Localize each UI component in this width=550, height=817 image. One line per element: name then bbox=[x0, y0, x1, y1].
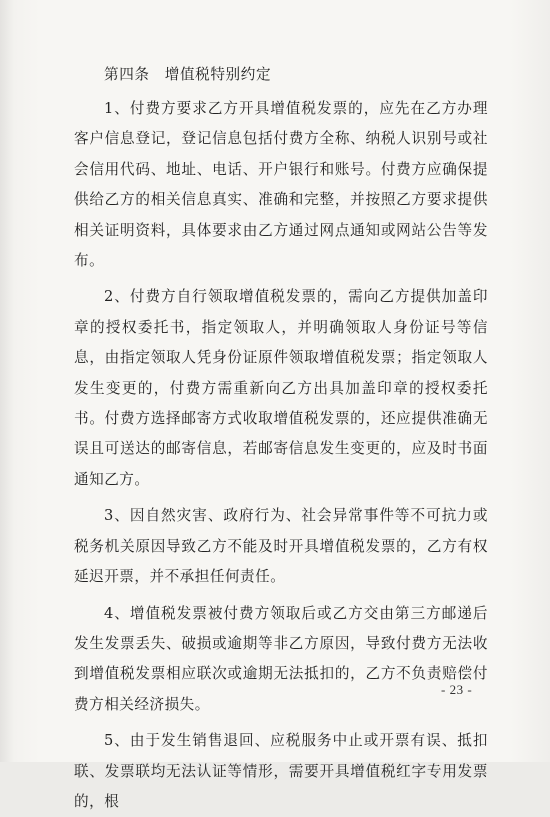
article-title: 第四条 增值税特别约定 bbox=[104, 66, 272, 83]
paragraph-2: 2、付费方自行领取增值税发票的，需向乙方提供加盖印章的授权委托书，指定领取人，并明确领取人身份证号等信息，由指定领取人凭身份证原件领取增值税发票；指定领取人发生变更的，付费方需重新向乙方出具加盖印章的授权委托书。付费方选择邮寄方式收取增值税发票的，还应提供准确无误且可送达的邮寄信息，若邮寄信息发生变更的，应及时书面通知乙方。 bbox=[74, 288, 488, 488]
paragraph-1: 1、付费方要求乙方开具增值税发票的，应先在乙方办理客户信息登记，登记信息包括付费方全称、纳税人识别号或社会信用代码、地址、电话、开户银行和账号。付费方应确保提供给乙方的相关信息真实、准确和完整，并按照乙方要求提供相关证明资料，具体要求由乙方通过网点通知或网站公告等发布。 bbox=[74, 100, 488, 270]
document-body bbox=[74, 60, 488, 817]
paragraph-4: 4、增值税发票被付费方领取后或乙方交由第三方邮递后发生发票丢失、破损或逾期等非乙方原因，导致付费方无法收到增值税发票相应联次或逾期无法抵扣的，乙方不负责赔偿付费方相关经济损失。 bbox=[74, 604, 488, 713]
paragraph-5: 5、由于发生销售退回、应税服务中止或开票有误、抵扣联、发票联均无法认证等情形，需要开具增值税红字专用发票的，根 bbox=[74, 732, 488, 810]
paragraph-3: 3、因自然灾害、政府行为、社会异常事件等不可抗力或税务机关原因导致乙方不能及时开具增值税发票的，乙方有权延迟开票，并不承担任何责任。 bbox=[74, 507, 488, 586]
page-number: - 23 - bbox=[441, 682, 473, 697]
